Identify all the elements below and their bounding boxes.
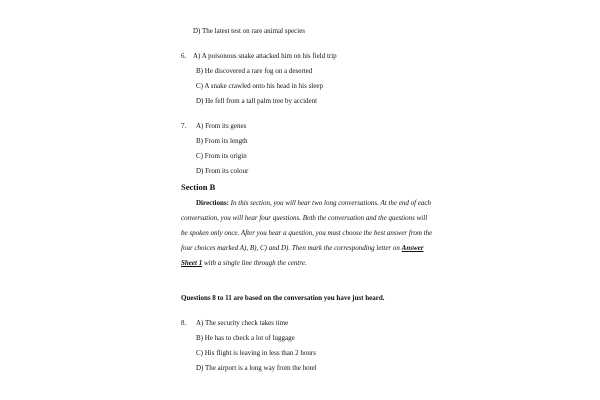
directions-label: Directions: [196,199,229,207]
directions-line-4 [181,243,423,253]
q8-number: 8. [181,319,187,327]
questions-8-11-heading: Questions 8 to 11 are based on the conversation you have just heard. [181,294,385,302]
q8-option-c: C) His flight is leaving in less than 2 hours [196,349,316,357]
q7-option-c: C) From its origin [196,152,247,160]
q7-option-b: B) From its length [196,137,248,145]
q7-option-a: A) From its genes [196,122,247,130]
directions-line-3: be spoken only once. After you hear a question, you must choose the best answer from the [181,229,433,237]
q7-option-d: D) From its colour [196,167,249,175]
directions-line-1 [196,198,431,208]
q7-number: 7. [181,122,187,130]
q6-option-d: D) He fell from a tall palm tree by accident [196,97,318,105]
q6-number: 6. [181,52,187,60]
directions-text-1: In this section, you will hear two long conversations. At the end of each [228,199,431,207]
answer-word: Answer [401,244,424,252]
directions-line-5 [181,258,307,268]
directions-text-4: four choices marked A), B), C) and D). Then mark the corresponding letter on [181,244,402,252]
q8-option-d: D) The airport is a long way from the hotel [196,364,317,372]
q6-option-c: C) A snake crawled onto his head in his sleep [196,82,323,90]
q8-option-b: B) He has to check a lot of luggage [196,334,295,342]
q8-option-a: A) The security check takes time [196,319,289,327]
section-b-title: Section B [181,182,216,192]
answer-sheet-ref: Sheet 1 [181,259,203,267]
q5-option-d: D) The latest test on rare animal species [193,27,306,35]
q6-option-b: B) He discovered a rare fog on a deserted [196,67,313,75]
directions-line-2: conversation, you will hear four questions. Both the conversation and the questions will [181,214,428,222]
directions-text-5: with a single line through the centre. [202,259,307,267]
q6-option-a: A) A poisonous snake attacked him on his field trip [193,52,337,60]
